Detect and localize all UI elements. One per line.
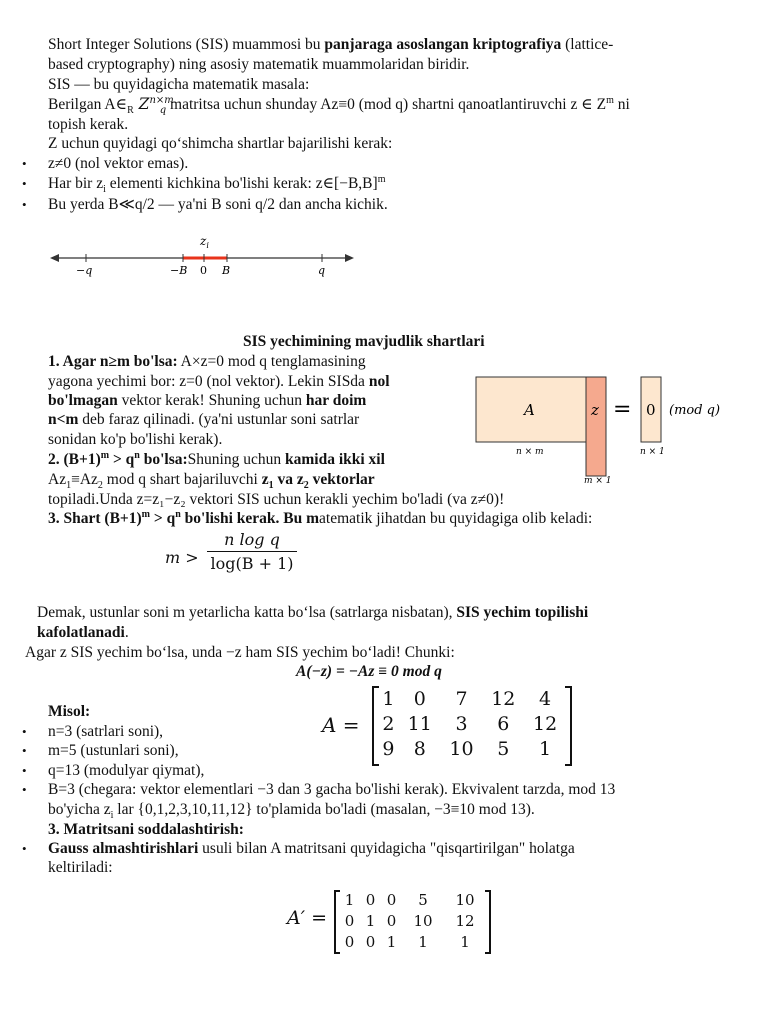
matrix-row bbox=[339, 890, 486, 911]
example-m: m=5 (ustunlari soni), bbox=[48, 742, 179, 759]
matrix-cell: 0 bbox=[386, 912, 397, 930]
matrix-cell: 0 bbox=[365, 933, 376, 951]
dim-label: n × m bbox=[516, 447, 544, 457]
bullet-icon: • bbox=[22, 156, 27, 171]
mod-q-label: (mod q) bbox=[669, 403, 721, 418]
condition-bound: Bu yerda B≪q/2 — ya'ni B soni q/2 dan ancha kichik. bbox=[48, 196, 388, 213]
condition-nonzero: z≠0 (nol vektor emas). bbox=[48, 155, 189, 172]
matrix-cell: 8 bbox=[413, 738, 426, 760]
matrix-cell: 7 bbox=[455, 688, 468, 710]
matrix-cell: 1 bbox=[365, 912, 376, 930]
vector-z-box bbox=[586, 377, 606, 476]
intro-line-1: Short Integer Solutions (SIS) muammosi bu panjaraga asoslangan kriptografiya (lattice- bbox=[48, 36, 614, 53]
matrix-row bbox=[378, 712, 566, 737]
equals-sign: = bbox=[613, 397, 632, 422]
matrix-cell: 10 bbox=[413, 912, 433, 930]
cond2-line-3: topiladi.Unda z=z₁−z₂ vektori SIS uchun kerakli yechim bo'ladi (va z≠0)! bbox=[48, 491, 505, 508]
matrix-cell: 11 bbox=[407, 713, 432, 735]
matrix-cell: 10 bbox=[455, 891, 475, 909]
tick-label: −B bbox=[170, 264, 188, 277]
matrix-a-prime bbox=[334, 890, 491, 952]
matrix-cell: 5 bbox=[418, 891, 428, 909]
matrix-cell: 10 bbox=[449, 738, 474, 760]
matrix-cell: 12 bbox=[491, 688, 516, 710]
number-line-figure bbox=[50, 228, 360, 280]
matrix-cell: 0 bbox=[386, 891, 397, 909]
intro-line-6: Z uchun quyidagi qo‘shimcha shartlar bajarilishi kerak: bbox=[48, 135, 393, 152]
example-b-line-2: bo'yicha $z_i$ lar {0,1,2,3,10,11,12} to'plamida bo'ladi (masalan, −3≡10 mod 13). bbox=[48, 801, 535, 822]
example-n: n=3 (satrlari soni), bbox=[48, 723, 164, 740]
conclusion-line-1: Demak, ustunlar soni m yetarlicha katta bo‘lsa (satrlarga nisbatan), SIS yechim topilishi bbox=[37, 604, 589, 621]
sis-matrix-diagram bbox=[470, 372, 750, 487]
cond3-line: 3. Shart $(B+1)^m > q^n$ bo'lishi kerak. Bu matematik jihatdan bu quyidagiga olib keladi: bbox=[48, 508, 593, 527]
matrix-cell: 0 bbox=[413, 688, 426, 710]
simplify-line-2: keltiriladi: bbox=[48, 859, 113, 876]
cond2-line-2: $Az_1\equiv Az_2$ mod q shart bajariluvchi $z_1$ va $z_2$ vektorlar bbox=[48, 471, 375, 492]
bullet-icon: • bbox=[22, 743, 27, 758]
intro-line-4: Berilgan $A\in_R$ $Z^{n\times m}_q$ matritsa uchun shunday Az≡0 (mod q) shartni qanoatlantiruvchi z ∈ $Z^m$ ni bbox=[48, 94, 630, 117]
bullet-icon: • bbox=[22, 763, 27, 778]
matrix-cell: 1 bbox=[460, 933, 470, 951]
simplify-heading: 3. Matritsani soddalashtirish: bbox=[48, 821, 244, 838]
matrix-a-table bbox=[378, 687, 566, 762]
matrix-cell: 6 bbox=[497, 713, 510, 735]
example-heading: Misol: bbox=[48, 703, 91, 720]
cond1-line-5: sonidan ko'p bo'lishi kerak). bbox=[48, 431, 223, 448]
matrix-cell: 12 bbox=[455, 912, 475, 930]
matrix-a bbox=[372, 686, 572, 764]
cond1-line-4: n<m deb faraz qilinadi. (ya'ni ustunlar soni satrlar bbox=[48, 411, 360, 428]
bullet-icon: • bbox=[22, 841, 27, 856]
matrix-cell: 1 bbox=[418, 933, 428, 951]
matrix-row bbox=[378, 687, 566, 712]
matrix-cell: 0 bbox=[344, 912, 355, 930]
matrix-cell: 12 bbox=[532, 713, 558, 735]
tick-label: 0 bbox=[200, 264, 207, 277]
cond1-line-2: yagona yechimi bor: z=0 (nol vektor). Lekin SISda nol bbox=[48, 373, 390, 390]
matrix-cell: 9 bbox=[382, 738, 395, 760]
matrix-a-box bbox=[476, 377, 604, 442]
cond2-line-1: 2. $(B+1)^m > q^n$ bo'lsa:Shuning uchun kamida ikki xil bbox=[48, 449, 385, 468]
arrow-left-icon bbox=[50, 254, 59, 262]
matrix-row bbox=[378, 737, 566, 762]
dim-label: n × 1 bbox=[640, 447, 665, 457]
intro-line-5: topish kerak. bbox=[48, 116, 129, 133]
matrix-cell: 1 bbox=[344, 891, 355, 909]
vector-z-label: z bbox=[591, 401, 599, 419]
matrix-row bbox=[339, 911, 486, 932]
matrix-row bbox=[339, 932, 486, 953]
matrix-cell: 4 bbox=[539, 688, 552, 710]
matrix-a-label: A = bbox=[322, 713, 360, 737]
bullet-icon: • bbox=[22, 176, 27, 191]
section-heading: SIS yechimining mavjudlik shartlari bbox=[243, 333, 485, 350]
zero-vector-label: 0 bbox=[646, 401, 656, 419]
matrix-cell: 0 bbox=[365, 891, 376, 909]
bullet-icon: • bbox=[22, 724, 27, 739]
intro-line-2: based cryptography) ning asosiy matematik muammolaridan biridir. bbox=[48, 56, 470, 73]
intro-line-3: SIS — bu quyidagicha matematik masala: bbox=[48, 76, 310, 93]
zi-label: $z_i$ bbox=[200, 234, 209, 250]
tick-label: −q bbox=[76, 264, 93, 277]
arrow-right-icon bbox=[345, 254, 354, 262]
matrix-a-label: A bbox=[524, 401, 535, 419]
cond1-line-1: 1. Agar n≥m bo'lsa: A×z=0 mod q tenglamasining bbox=[48, 353, 366, 370]
example-q: q=13 (modulyar qiymat), bbox=[48, 762, 205, 779]
dim-label: m × 1 bbox=[584, 476, 612, 486]
cond1-line-3: bo'lmagan vektor kerak! Shuning uchun har doim bbox=[48, 392, 367, 409]
matrix-cell: 1 bbox=[382, 688, 395, 710]
tick-label: q bbox=[318, 264, 326, 277]
matrix-a-prime-table bbox=[339, 890, 486, 953]
condition-small: Har bir $z_i$ elementi kichkina bo'lishi kerak: $z\in[-B,B]^m$ bbox=[48, 173, 386, 196]
simplify-line-1: Gauss almashtirishlari usuli bilan A matritsani quyidagicha "qisqartirilgan" holatga bbox=[48, 840, 575, 857]
tick-label: B bbox=[222, 264, 231, 277]
conclusion-line-2: kafolatlanadi. bbox=[37, 624, 129, 641]
matrix-cell: 0 bbox=[344, 933, 355, 951]
matrix-cell: 5 bbox=[497, 738, 510, 760]
bullet-icon: • bbox=[22, 782, 27, 797]
conclusion-line-3: Agar z SIS yechim bo‘lsa, unda −z ham SIS yechim bo‘ladi! Chunki: bbox=[25, 644, 455, 661]
negation-equation: A(−z) = −Az ≡ 0 mod q bbox=[296, 663, 442, 680]
matrix-cell: 2 bbox=[382, 713, 395, 735]
matrix-cell: 1 bbox=[539, 738, 552, 760]
bullet-icon: • bbox=[22, 197, 27, 212]
matrix-a-prime-label: A′ = bbox=[287, 907, 327, 929]
matrix-cell: 3 bbox=[455, 713, 468, 735]
example-b-line-1: B=3 (chegara: vektor elementlari −3 dan 3 gacha bo'lishi kerak). Ekvivalent tarzda, mod 13 bbox=[48, 781, 616, 798]
matrix-cell: 1 bbox=[386, 933, 397, 951]
